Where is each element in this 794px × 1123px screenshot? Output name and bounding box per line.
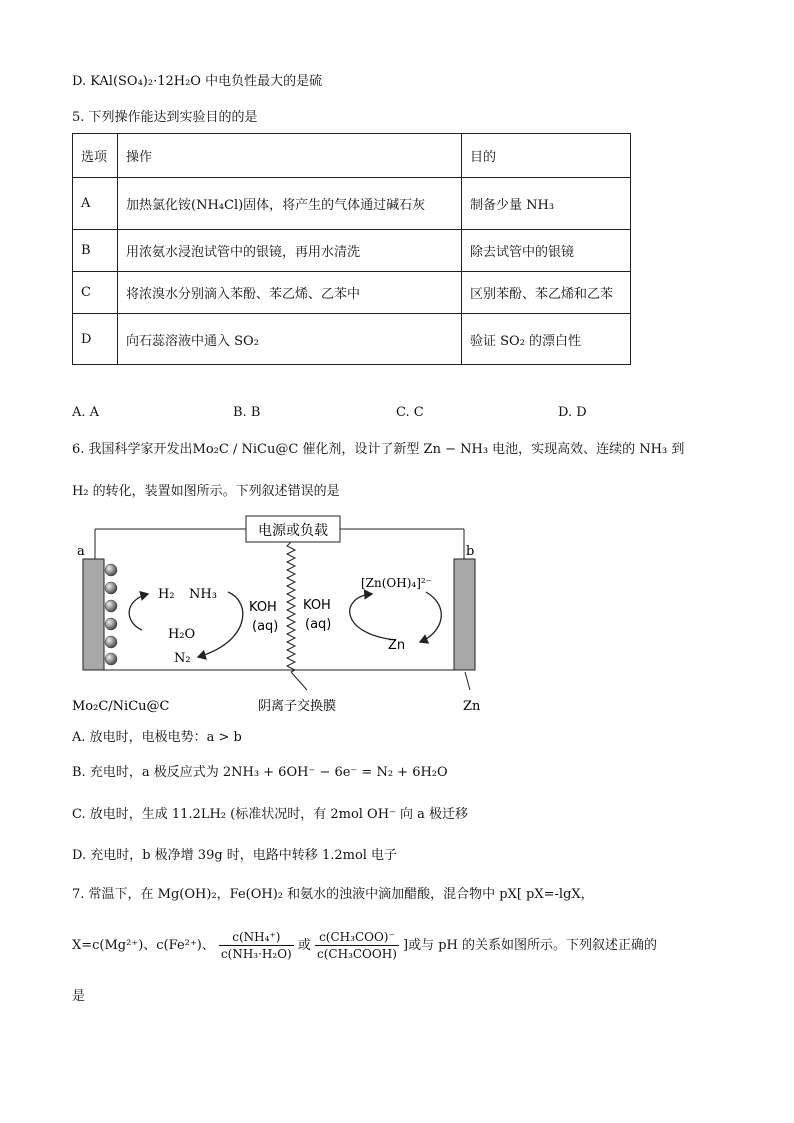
table-cell: 将浓溴水分别滴入苯酚、苯乙烯、乙苯中 — [118, 272, 462, 314]
h2-label: H₂ — [158, 587, 175, 602]
zn-middle-label: Zn — [388, 638, 406, 653]
table-header-purpose: 目的 — [462, 134, 631, 178]
experiment-table — [72, 133, 631, 365]
table-cell: D — [73, 314, 118, 365]
question-6-option-a: A. 放电时，电极电势：a > b — [72, 730, 242, 745]
question-6-option-c: C. 放电时，生成 11.2LH₂ (标准状况时，有 2mol OH⁻ 向 a 极迁移 — [72, 807, 469, 822]
koh-right-label: KOH — [303, 598, 331, 613]
question-6-option-d: D. 充电时，b 极净增 39g 时，电路中转移 1.2mol 电子 — [72, 848, 398, 863]
left-cycle-arrow-top — [129, 594, 148, 630]
question-6-stem-line2: H₂ 的转化，装置如图所示。下列叙述错误的是 — [72, 484, 340, 499]
electrode-b-pointer — [465, 672, 470, 690]
electrode-a-label: a — [77, 544, 85, 559]
right-cycle-arrow-down — [420, 592, 441, 642]
table-cell: 向石蕊溶液中通入 SO₂ — [118, 314, 462, 365]
table-cell: B — [73, 230, 118, 272]
q7-fraction-ammonium-numerator: c(NH₄⁺) — [219, 929, 294, 946]
battery-diagram — [72, 512, 492, 722]
q7-tail-text: ]或与 pH 的关系如图所示。下列叙述正确的 — [403, 938, 658, 953]
right-cycle-arrow-up — [350, 594, 396, 640]
table-row — [73, 178, 631, 230]
q7-or: 或 — [297, 938, 311, 953]
choice-c: C. C — [396, 405, 424, 420]
q7-fraction-ammonium-denominator: c(NH₃·H₂O) — [220, 947, 292, 961]
table-cell: 制备少量 NH₃ — [462, 178, 631, 230]
table-header-row — [73, 134, 631, 178]
electrode-right-caption: Zn — [463, 699, 481, 714]
anion-exchange-membrane — [287, 542, 295, 672]
table-cell: 验证 SO₂ 的漂白性 — [462, 314, 631, 365]
choice-a: A. A — [72, 405, 100, 420]
table-header-operation: 操作 — [118, 134, 462, 178]
n2-label: N₂ — [174, 651, 191, 666]
h2o-label: H₂O — [168, 627, 196, 642]
q7-fraction-acetate — [315, 929, 399, 962]
question-7-stem-line1: 7. 常温下，在 Mg(OH)₂，Fe(OH)₂ 和氨水的浊液中滴加醋酸，混合物中 pX[ pX=-lgX， — [72, 887, 594, 902]
table-cell: 除去试管中的银镜 — [462, 230, 631, 272]
question-7-stem-end: 是 — [72, 989, 86, 1004]
table-cell: 区别苯酚、苯乙烯和乙苯 — [462, 272, 631, 314]
q7-x-definition: X=c(Mg²⁺)、c(Fe²⁺)、 — [72, 938, 215, 953]
table-row — [73, 230, 631, 272]
table-cell: 加热氯化铵(NH₄Cl)固体，将产生的气体通过碱石灰 — [118, 178, 462, 230]
aq-right-label: (aq) — [305, 617, 332, 632]
catalyst-particles — [105, 564, 117, 665]
koh-left-label: KOH — [249, 600, 277, 615]
q7-fraction-acetate-denominator: c(CH₃COOH) — [317, 947, 397, 961]
question-6-option-b: B. 充电时，a 极反应式为 2NH₃ + 6OH⁻ − 6e⁻ = N₂ + 6H₂O — [72, 765, 448, 780]
electrode-a — [83, 559, 104, 670]
table-header-option: 选项 — [73, 134, 118, 178]
q7-fraction-ammonium — [219, 929, 294, 962]
electrode-b — [454, 559, 475, 670]
question-6-stem-line1: 6. 我国科学家开发出Mo₂C / NiCu@C 催化剂，设计了新型 Zn − NH₃ 电池，实现高效、连续的 NH₃ 到 — [72, 442, 685, 457]
question-7-stem-line2 — [72, 924, 657, 968]
table-row — [73, 314, 631, 365]
choice-d: D. D — [558, 405, 587, 420]
power-load-label: 电源或负载 — [258, 523, 328, 539]
nh3-label: NH₃ — [189, 587, 217, 602]
table-cell: A — [73, 178, 118, 230]
table-cell: C — [73, 272, 118, 314]
option-d-line: D. KAl(SO₄)₂·12H₂O 中电负性最大的是硫 — [72, 74, 323, 89]
q7-fraction-acetate-numerator: c(CH₃COO)⁻ — [315, 929, 399, 946]
membrane-caption: 阴离子交换膜 — [258, 699, 337, 714]
electrode-b-label: b — [466, 544, 475, 559]
question-5-stem: 5. 下列操作能达到实验目的的是 — [72, 110, 258, 125]
membrane-pointer — [291, 672, 307, 690]
table-row — [73, 272, 631, 314]
electrode-left-caption: Mo₂C/NiCu@C — [72, 699, 170, 714]
table-cell: 用浓氨水浸泡试管中的银镜，再用水清洗 — [118, 230, 462, 272]
zincate-label: [Zn(OH)₄]²⁻ — [361, 576, 433, 590]
choice-b: B. B — [233, 405, 261, 420]
aq-left-label: (aq) — [252, 619, 279, 634]
